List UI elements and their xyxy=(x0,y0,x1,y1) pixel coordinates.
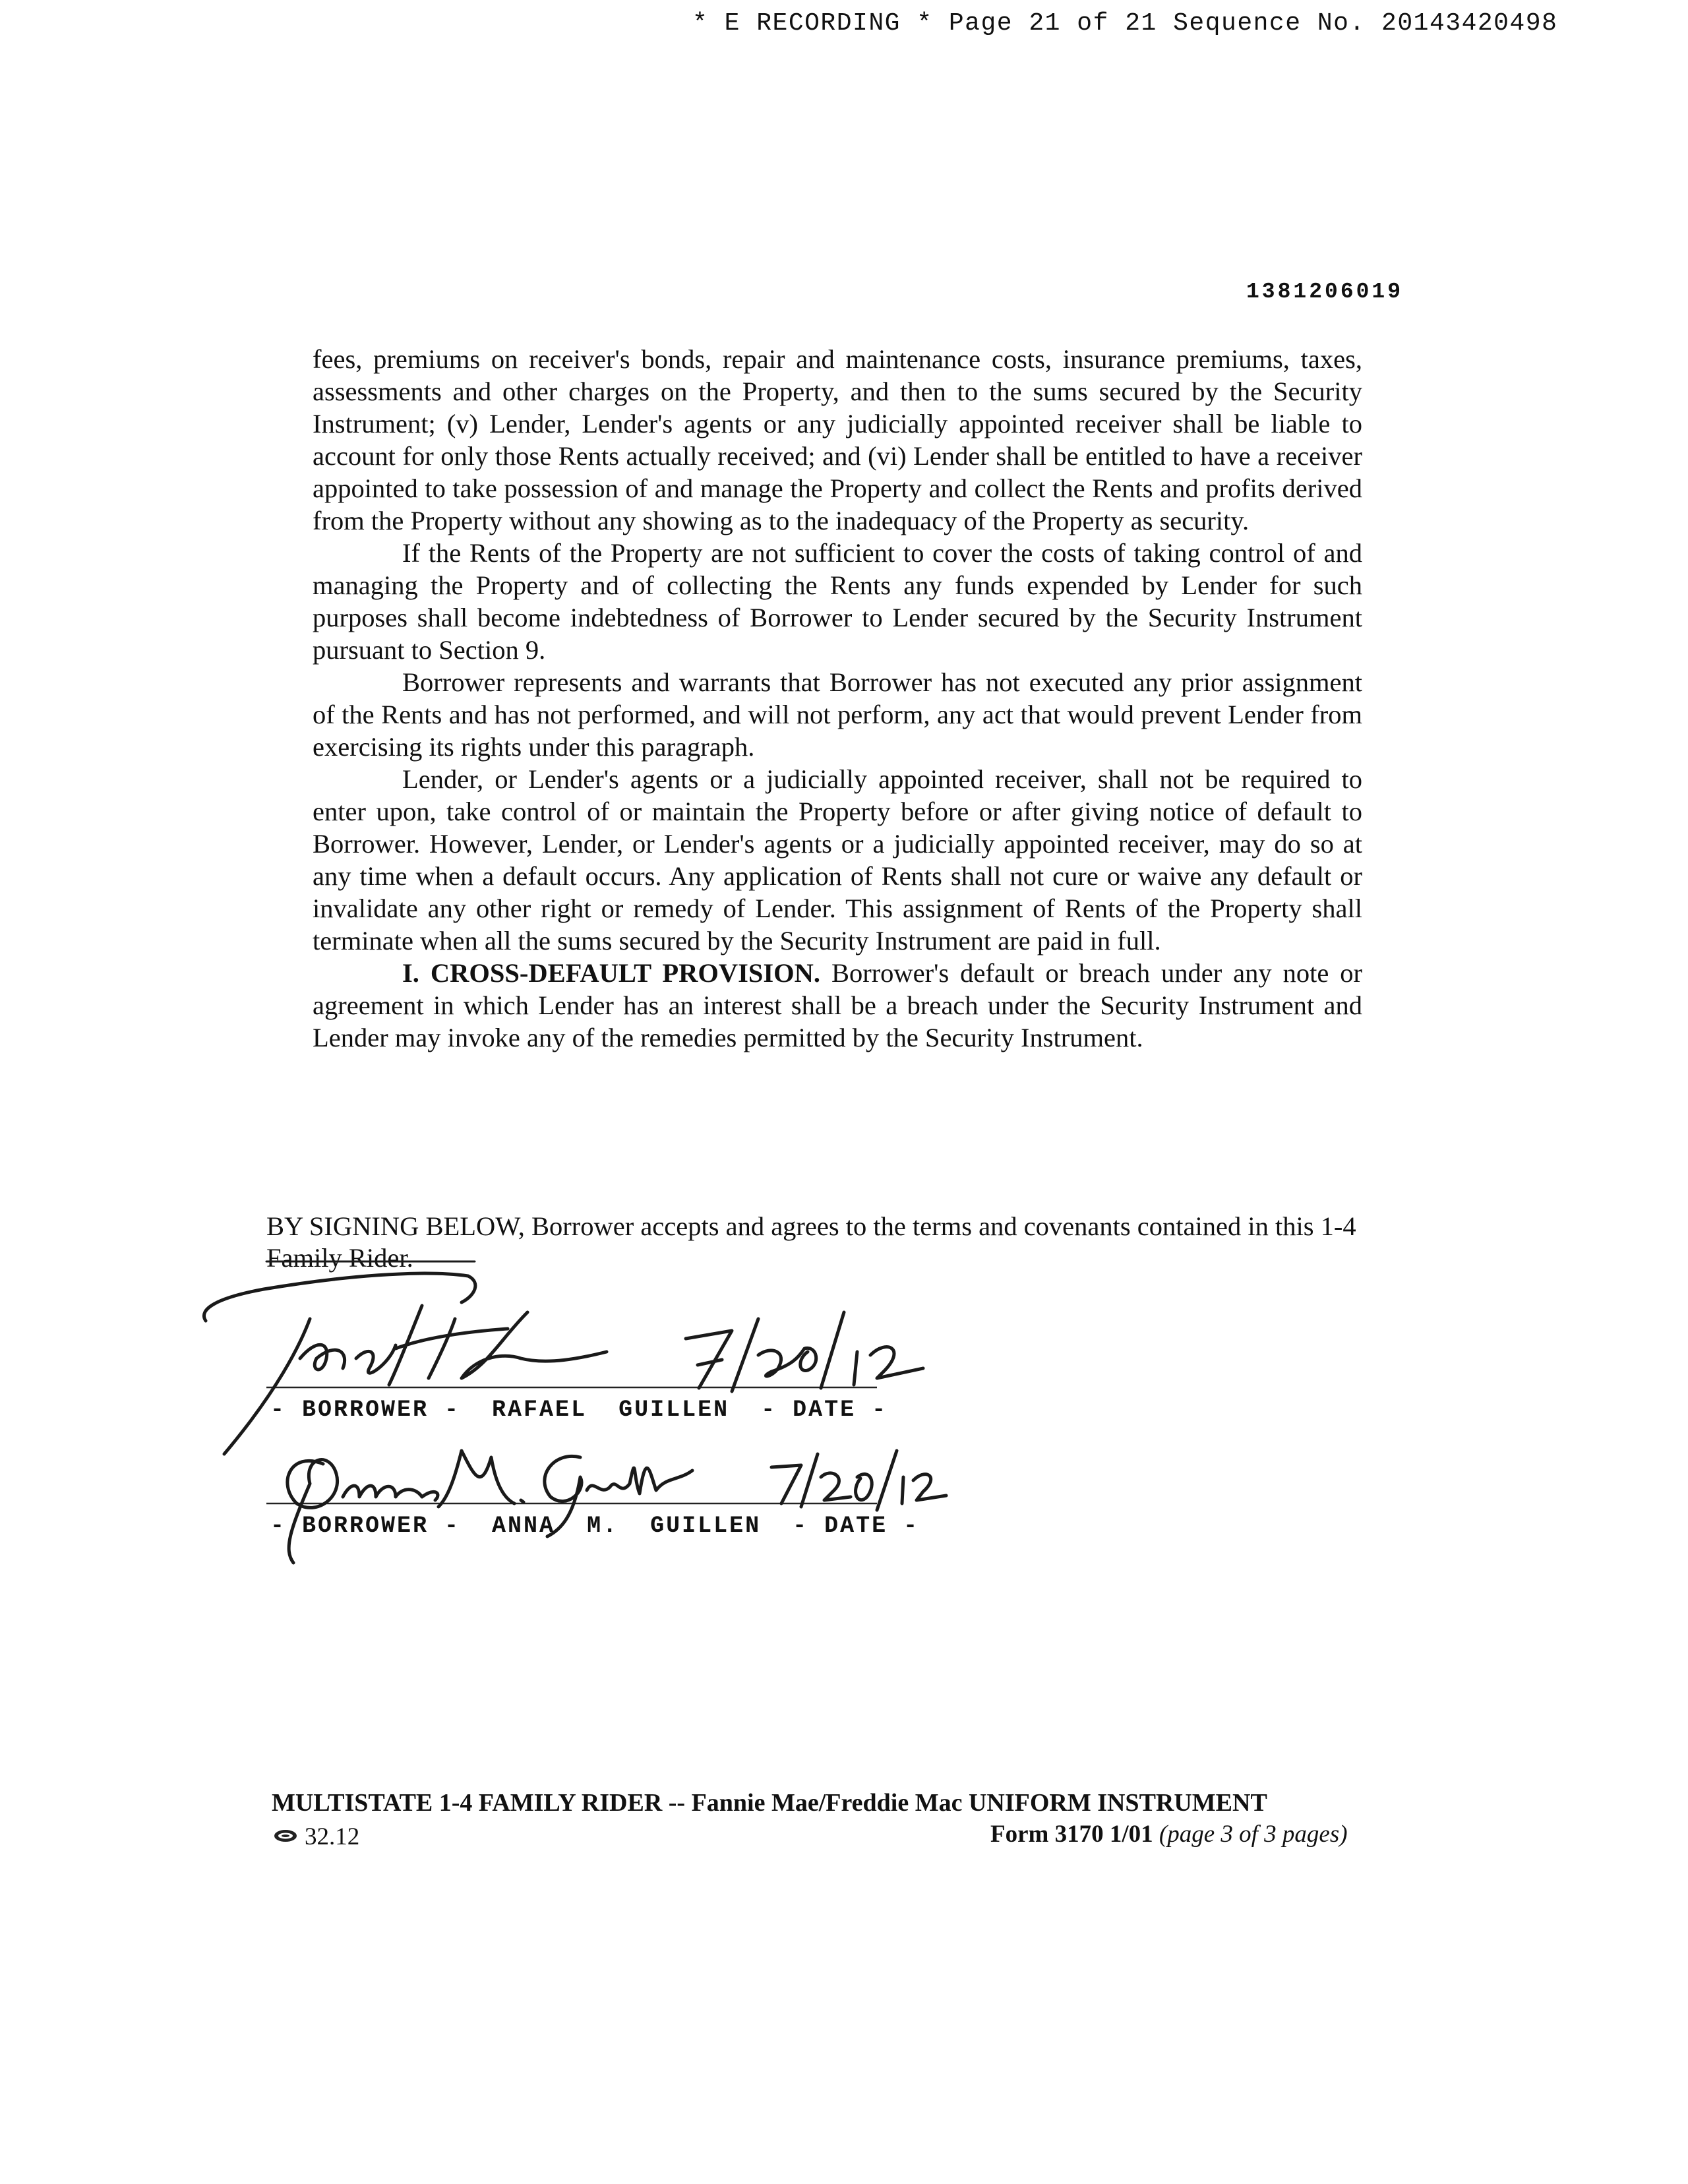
footer-form-info xyxy=(990,1820,1348,1848)
loan-number: 1381206019 xyxy=(1246,280,1404,304)
section-i-heading: I. CROSS-DEFAULT PROVISION. xyxy=(402,958,821,988)
footer-title: MULTISTATE 1-4 FAMILY RIDER -- Fannie Mae/Freddie Mac UNIFORM INSTRUMENT xyxy=(272,1789,1267,1817)
form-logo-icon xyxy=(273,1828,298,1844)
paragraph-receiver-fees: fees, premiums on receiver's bonds, repair and maintenance costs, insurance premiums, taxes, assessments and other charges on the Property, and then to the sums secured by the Security Instrument; (v) Lender, Lender's agents or any judicially appointed receiver shall be liable to account for only those Rents actually received; and (vi) Lender shall be entitled to have a receiver appointed to take possession of and manage the Property and collect the Rents and profits derived from the Property without any showing as to the inadequacy of the Property as security. xyxy=(313,344,1362,535)
recording-stamp: * E RECORDING * Page 21 of 21 Sequence No. 20143420498 xyxy=(692,9,1558,38)
anna-guillen-date xyxy=(771,1451,946,1510)
borrower-2-signature-label: - BORROWER - ANNA M. GUILLEN - DATE - xyxy=(270,1513,920,1539)
section-i-text: Borrower's default or breach under any note or agreement in which Lender has an interest shall be a breach under the Security Instrument and Lender may invoke any of the remedies permitted by the Security Instrument. xyxy=(313,958,1362,1052)
rafael-guillen-signature xyxy=(224,1306,607,1454)
paragraph-lender-entry: Lender, or Lender's agents or a judicially appointed receiver, shall not be required to enter upon, take control of or maintain the Property before or after giving notice of default to Borrower. However, Lender, or Lender's agents or a judicially appointed receiver, may do so at any time when a default occurs. Any application of Rents shall not cure or waive any default or invalidate any other right or remedy of Lender. This assignment of Rents of the Property shall terminate when all the sums secured by the Security Instrument are paid in full. xyxy=(313,764,1362,956)
strike-loop xyxy=(204,1273,475,1321)
signing-statement: BY SIGNING BELOW, Borrower accepts and agrees to the terms and covenants contained in this 1-4 Family Rider. xyxy=(266,1211,1356,1273)
paragraph-borrower-warranty: Borrower represents and warrants that Borrower has not executed any prior assignment of the Rents and has not performed, and will not perform, any act that would prevent Lender from exercising its rights under this paragraph. xyxy=(313,667,1362,762)
borrower-1-signature-label: - BORROWER - RAFAEL GUILLEN - DATE - xyxy=(270,1397,888,1423)
anna-guillen-signature xyxy=(287,1451,692,1563)
page-info: (page 3 of 3 pages) xyxy=(1159,1821,1348,1848)
footer-code: 32.12 xyxy=(305,1823,360,1850)
form-number: Form 3170 1/01 xyxy=(990,1821,1153,1848)
paragraph-insufficient-rents: If the Rents of the Property are not sufficient to cover the costs of taking control of and managing the Property and of collecting the Rents any funds expended by Lender for such purposes shall become indebtedness of Borrower to Lender secured by the Security Instrument pursuant to Section 9. xyxy=(313,538,1362,665)
rafael-guillen-date xyxy=(686,1312,923,1391)
